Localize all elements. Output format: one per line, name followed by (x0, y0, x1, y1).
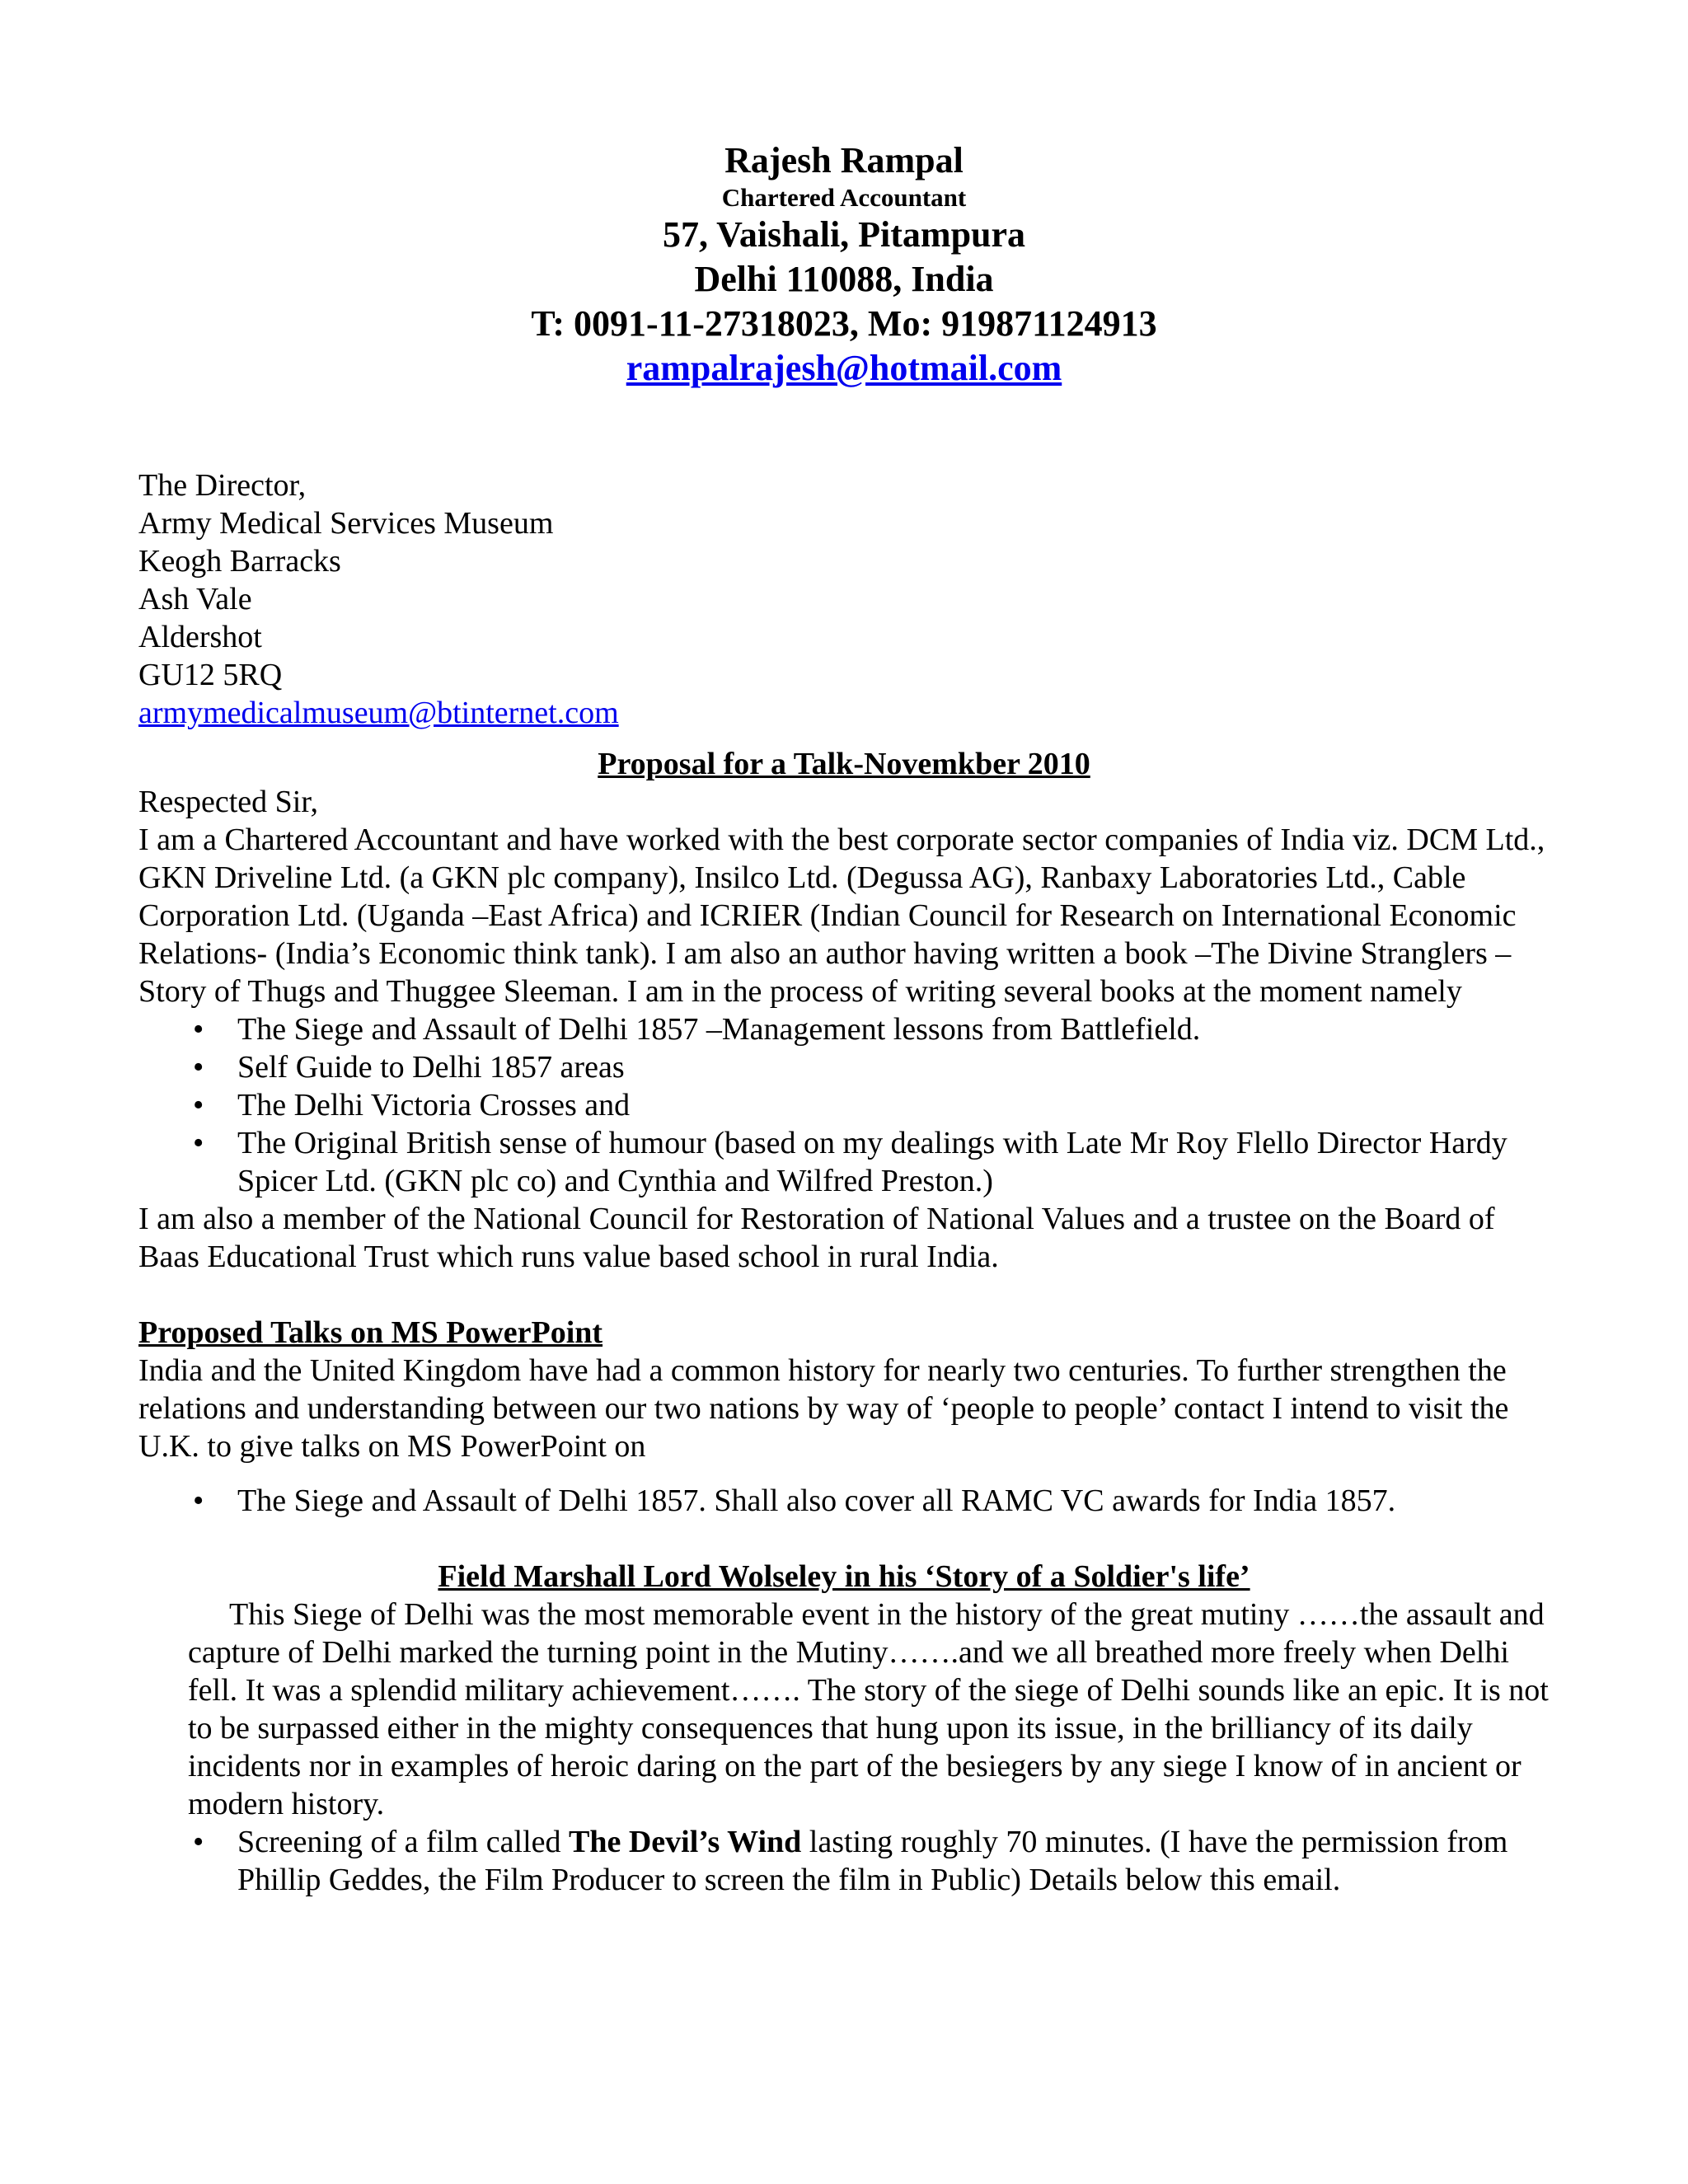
quote-text: This Siege of Delhi was the most memorable event in the history of the great mutiny ……the assault and capture of Delhi marked the turning point in the Mutiny…….and we all breathed more freely when Delhi fell. It was a splendid military achievement……. The story of the siege of Delhi sounds like an epic. It is not to be surpassed either in the mighty consequences that hung upon its issue, in the brilliancy of its daily incidents nor in examples of heroic daring on the part of the besiegers by any siege I know of in ancient or modern history. (188, 1597, 1549, 1821)
sender-address-line-1: 57, Vaishali, Pitampura (662, 214, 1026, 255)
recipient-line: The Director, (138, 468, 307, 503)
list-item (138, 1482, 1550, 1520)
letterhead (138, 138, 1550, 391)
recipient-line: Ash Vale (138, 582, 252, 616)
talks-list (138, 1482, 1550, 1520)
subject-heading: Proposal for a Talk-Novemkber 2010 (598, 747, 1090, 781)
intro-paragraph: I am a Chartered Accountant and have worked with the best corporate sector companies of India viz. DCM Ltd., GKN Driveline Ltd. (a GKN plc company), Insilco Ltd. (Degussa AG), Ranbaxy Laboratories Ltd., Cable Corporation Ltd. (Uganda –East Africa) and ICRIER (Indian Council for Research on International Economic Relations- (India’s Economic think tank). I am also an author having written a book –The Divine Stranglers –Story of Thugs and Thuggee Sleeman. I am in the process of writing several books at the moment namely (138, 823, 1545, 1009)
list-item: • The Original British sense of humour (based on my dealings with Late Mr Roy Flello Director Hardy Spicer Ltd. (GKN plc co) and Cynthia and Wilfred Preston.) (193, 1126, 1507, 1198)
sender-address-line-2: Delhi 110088, India (694, 259, 994, 299)
list-item: • Screening of a film called The Devil’s Wind lasting roughly 70 minutes. (I have the permission from Phillip Geddes, the Film Producer to screen the film in Public) Details below this email. (193, 1825, 1508, 1897)
recipient-address (138, 466, 1550, 732)
sender-phone: T: 0091-11-27318023, Mo: 919871124913 (531, 303, 1157, 344)
quote-heading: Field Marshall Lord Wolseley in his ‘Story of a Soldier's life’ (438, 1559, 1250, 1594)
sender-name: Rajesh Rampal (724, 140, 964, 180)
bullet-icon: • (193, 1483, 204, 1518)
bullet-icon: • (193, 1126, 204, 1160)
talk-detail: Shall also cover all RAMC VC awards for India 1857. (706, 1483, 1396, 1518)
talks-paragraph: India and the United Kingdom have had a common history for nearly two centuries. To further strengthen the relations and understanding between our two nations by way of ‘people to people’ contact I intend to visit the U.K. to give talks on MS PowerPoint on (138, 1353, 1509, 1464)
talks-heading: Proposed Talks on MS PowerPoint (138, 1315, 603, 1350)
list-item: • The Delhi Victoria Crosses and (193, 1088, 631, 1122)
recipient-line: Aldershot (138, 620, 262, 654)
film-list (138, 1823, 1550, 1899)
spacer (138, 1520, 1550, 1558)
bullet-icon: • (193, 1088, 204, 1122)
recipient-line: GU12 5RQ (138, 658, 283, 692)
spacer (138, 1276, 1550, 1314)
list-item: • The Siege and Assault of Delhi 1857 –Management lessons from Battlefield. (193, 1012, 1201, 1047)
spacer (138, 1465, 1550, 1482)
quote-block (138, 1596, 1550, 1823)
letter-page (138, 138, 1550, 1899)
membership-paragraph: I am also a member of the National Council for Restoration of National Values and a trustee on the Board of Baas Educational Trust which runs value based school in rural India. (138, 1202, 1495, 1274)
talk-title: The Siege and Assault of Delhi 1857. (237, 1483, 706, 1518)
books-list (138, 1010, 1550, 1200)
list-item: • Self Guide to Delhi 1857 areas (193, 1050, 625, 1085)
recipient-line: Army Medical Services Museum (138, 506, 554, 541)
film-title: The Devil’s Wind (569, 1825, 802, 1859)
bullet-icon: • (193, 1012, 204, 1047)
sender-profession: Chartered Accountant (721, 183, 967, 212)
recipient-line: Keogh Barracks (138, 544, 341, 579)
bullet-icon: • (193, 1825, 204, 1859)
recipient-email-link[interactable]: armymedicalmuseum@btinternet.com (138, 696, 619, 730)
salutation: Respected Sir, (138, 785, 318, 819)
bullet-icon: • (193, 1050, 204, 1085)
sender-email-link[interactable]: rampalrajesh@hotmail.com (626, 348, 1062, 388)
